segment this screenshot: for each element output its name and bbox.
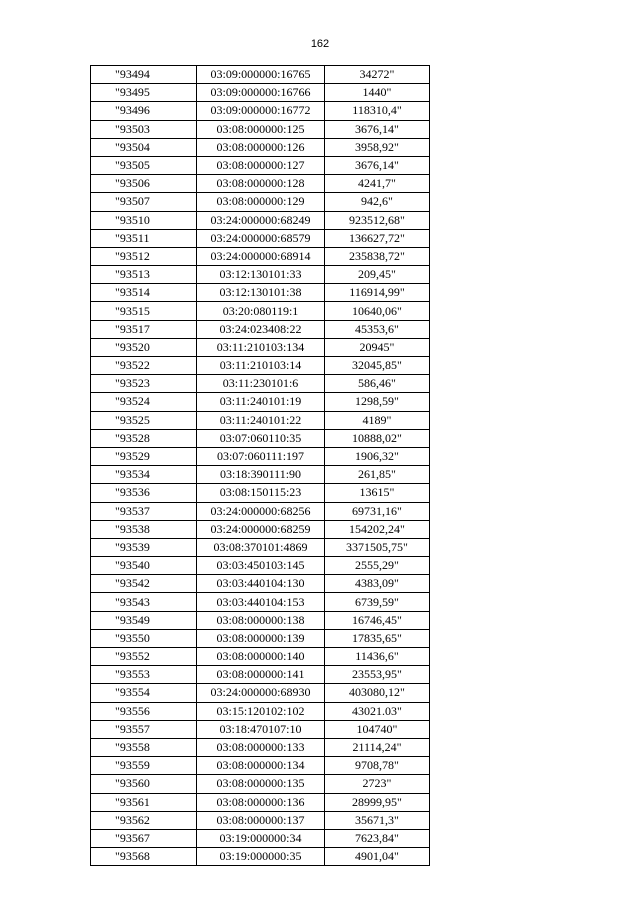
record-number-cell: "93562 — [91, 811, 197, 829]
data-table — [90, 65, 430, 866]
record-number-cell: "93505 — [91, 156, 197, 174]
cadastral-number-cell: 03:08:150115:23 — [197, 484, 325, 502]
value-cell: 4241,7" — [325, 175, 430, 193]
record-number-cell: "93517 — [91, 320, 197, 338]
value-cell: 43021.03" — [325, 702, 430, 720]
cadastral-number-cell: 03:18:470107:10 — [197, 720, 325, 738]
table-row — [91, 593, 430, 611]
table-row — [91, 648, 430, 666]
cadastral-number-cell: 03:08:000000:137 — [197, 811, 325, 829]
table-row — [91, 66, 430, 84]
table-row — [91, 193, 430, 211]
value-cell: 2555,29" — [325, 557, 430, 575]
cadastral-number-cell: 03:11:210103:14 — [197, 357, 325, 375]
table-row — [91, 247, 430, 265]
value-cell: 4383,09" — [325, 575, 430, 593]
cadastral-number-cell: 03:11:240101:22 — [197, 411, 325, 429]
record-number-cell: "93513 — [91, 266, 197, 284]
value-cell: 2723" — [325, 775, 430, 793]
cadastral-number-cell: 03:18:390111:90 — [197, 466, 325, 484]
table-row — [91, 557, 430, 575]
value-cell: 3371505,75" — [325, 538, 430, 556]
table-row — [91, 393, 430, 411]
table-row — [91, 538, 430, 556]
table-row — [91, 611, 430, 629]
record-number-cell: "93496 — [91, 102, 197, 120]
record-number-cell: "93542 — [91, 575, 197, 593]
cadastral-number-cell: 03:11:240101:19 — [197, 393, 325, 411]
table-row — [91, 775, 430, 793]
record-number-cell: "93540 — [91, 557, 197, 575]
record-number-cell: "93553 — [91, 666, 197, 684]
table-row — [91, 411, 430, 429]
record-number-cell: "93538 — [91, 520, 197, 538]
table-row — [91, 102, 430, 120]
record-number-cell: "93556 — [91, 702, 197, 720]
record-number-cell: "93515 — [91, 302, 197, 320]
table-row — [91, 175, 430, 193]
record-number-cell: "93522 — [91, 357, 197, 375]
value-cell: 7623,84" — [325, 829, 430, 847]
table-row — [91, 120, 430, 138]
value-cell: 3676,14" — [325, 156, 430, 174]
value-cell: 3958,92" — [325, 138, 430, 156]
cadastral-number-cell: 03:11:230101:6 — [197, 375, 325, 393]
record-number-cell: "93558 — [91, 738, 197, 756]
table-row — [91, 466, 430, 484]
cadastral-number-cell: 03:08:000000:133 — [197, 738, 325, 756]
value-cell: 118310,4" — [325, 102, 430, 120]
cadastral-number-cell: 03:08:000000:125 — [197, 120, 325, 138]
record-number-cell: "93568 — [91, 848, 197, 866]
record-number-cell: "93557 — [91, 720, 197, 738]
cadastral-number-cell: 03:15:120102:102 — [197, 702, 325, 720]
table-row — [91, 848, 430, 866]
table-row — [91, 302, 430, 320]
value-cell: 1906,32" — [325, 447, 430, 465]
page-number: 162 — [310, 38, 330, 50]
table-row — [91, 793, 430, 811]
cadastral-number-cell: 03:07:060111:197 — [197, 447, 325, 465]
cadastral-number-cell: 03:08:000000:129 — [197, 193, 325, 211]
value-cell: 16746,45" — [325, 611, 430, 629]
table-row — [91, 702, 430, 720]
table-row — [91, 502, 430, 520]
table-row — [91, 811, 430, 829]
cadastral-number-cell: 03:08:000000:140 — [197, 648, 325, 666]
cadastral-number-cell: 03:24:023408:22 — [197, 320, 325, 338]
record-number-cell: "93539 — [91, 538, 197, 556]
cadastral-number-cell: 03:09:000000:16772 — [197, 102, 325, 120]
cadastral-number-cell: 03:24:000000:68256 — [197, 502, 325, 520]
cadastral-number-cell: 03:24:000000:68249 — [197, 211, 325, 229]
value-cell: 923512,68" — [325, 211, 430, 229]
cadastral-number-cell: 03:08:000000:134 — [197, 757, 325, 775]
table-row — [91, 447, 430, 465]
cadastral-number-cell: 03:03:440104:153 — [197, 593, 325, 611]
table-body — [91, 66, 430, 866]
cadastral-number-cell: 03:24:000000:68259 — [197, 520, 325, 538]
cadastral-number-cell: 03:12:130101:38 — [197, 284, 325, 302]
value-cell: 3676,14" — [325, 120, 430, 138]
cadastral-number-cell: 03:24:000000:68930 — [197, 684, 325, 702]
record-number-cell: "93504 — [91, 138, 197, 156]
value-cell: 261,85" — [325, 466, 430, 484]
value-cell: 1440" — [325, 84, 430, 102]
cadastral-number-cell: 03:24:000000:68579 — [197, 229, 325, 247]
cadastral-number-cell: 03:08:000000:141 — [197, 666, 325, 684]
cadastral-number-cell: 03:20:080119:1 — [197, 302, 325, 320]
value-cell: 235838,72" — [325, 247, 430, 265]
record-number-cell: "93528 — [91, 429, 197, 447]
table-row — [91, 375, 430, 393]
cadastral-number-cell: 03:08:000000:136 — [197, 793, 325, 811]
cadastral-number-cell: 03:09:000000:16765 — [197, 66, 325, 84]
value-cell: 6739,59" — [325, 593, 430, 611]
table-row — [91, 575, 430, 593]
value-cell: 17835,65" — [325, 629, 430, 647]
record-number-cell: "93506 — [91, 175, 197, 193]
cadastral-number-cell: 03:12:130101:33 — [197, 266, 325, 284]
record-number-cell: "93549 — [91, 611, 197, 629]
record-number-cell: "93536 — [91, 484, 197, 502]
value-cell: 69731,16" — [325, 502, 430, 520]
table-row — [91, 484, 430, 502]
value-cell: 9708,78" — [325, 757, 430, 775]
table-row — [91, 284, 430, 302]
table-row — [91, 720, 430, 738]
table-row — [91, 757, 430, 775]
table-row — [91, 229, 430, 247]
record-number-cell: "93560 — [91, 775, 197, 793]
value-cell: 10640,06" — [325, 302, 430, 320]
value-cell: 32045,85" — [325, 357, 430, 375]
value-cell: 586,46" — [325, 375, 430, 393]
record-number-cell: "93503 — [91, 120, 197, 138]
value-cell: 104740" — [325, 720, 430, 738]
record-number-cell: "93494 — [91, 66, 197, 84]
table-row — [91, 320, 430, 338]
table-row — [91, 666, 430, 684]
table-row — [91, 211, 430, 229]
table-row — [91, 84, 430, 102]
value-cell: 28999,95" — [325, 793, 430, 811]
cadastral-number-cell: 03:19:000000:35 — [197, 848, 325, 866]
cadastral-number-cell: 03:03:450103:145 — [197, 557, 325, 575]
record-number-cell: "93550 — [91, 629, 197, 647]
value-cell: 23553,95" — [325, 666, 430, 684]
cadastral-number-cell: 03:11:210103:134 — [197, 338, 325, 356]
record-number-cell: "93495 — [91, 84, 197, 102]
table-row — [91, 429, 430, 447]
record-number-cell: "93510 — [91, 211, 197, 229]
table-row — [91, 156, 430, 174]
cadastral-number-cell: 03:09:000000:16766 — [197, 84, 325, 102]
record-number-cell: "93543 — [91, 593, 197, 611]
value-cell: 116914,99" — [325, 284, 430, 302]
cadastral-number-cell: 03:03:440104:130 — [197, 575, 325, 593]
record-number-cell: "93537 — [91, 502, 197, 520]
record-number-cell: "93554 — [91, 684, 197, 702]
table-row — [91, 520, 430, 538]
cadastral-number-cell: 03:08:000000:127 — [197, 156, 325, 174]
record-number-cell: "93561 — [91, 793, 197, 811]
table-row — [91, 266, 430, 284]
cadastral-number-cell: 03:24:000000:68914 — [197, 247, 325, 265]
table-row — [91, 357, 430, 375]
cadastral-number-cell: 03:08:000000:135 — [197, 775, 325, 793]
cadastral-number-cell: 03:08:000000:128 — [197, 175, 325, 193]
record-number-cell: "93529 — [91, 447, 197, 465]
cadastral-number-cell: 03:08:000000:138 — [197, 611, 325, 629]
value-cell: 13615" — [325, 484, 430, 502]
value-cell: 4189" — [325, 411, 430, 429]
cadastral-number-cell: 03:08:000000:139 — [197, 629, 325, 647]
record-number-cell: "93507 — [91, 193, 197, 211]
value-cell: 1298,59" — [325, 393, 430, 411]
value-cell: 34272" — [325, 66, 430, 84]
value-cell: 35671,3" — [325, 811, 430, 829]
record-number-cell: "93525 — [91, 411, 197, 429]
value-cell: 21114,24" — [325, 738, 430, 756]
value-cell: 209,45" — [325, 266, 430, 284]
record-number-cell: "93514 — [91, 284, 197, 302]
value-cell: 20945" — [325, 338, 430, 356]
value-cell: 45353,6" — [325, 320, 430, 338]
cadastral-number-cell: 03:08:370101:4869 — [197, 538, 325, 556]
record-number-cell: "93552 — [91, 648, 197, 666]
value-cell: 11436,6" — [325, 648, 430, 666]
value-cell: 4901,04" — [325, 848, 430, 866]
table-row — [91, 684, 430, 702]
table-row — [91, 338, 430, 356]
value-cell: 942,6" — [325, 193, 430, 211]
value-cell: 154202,24" — [325, 520, 430, 538]
record-number-cell: "93523 — [91, 375, 197, 393]
value-cell: 136627,72" — [325, 229, 430, 247]
table-row — [91, 738, 430, 756]
record-number-cell: "93512 — [91, 247, 197, 265]
record-number-cell: "93559 — [91, 757, 197, 775]
record-number-cell: "93524 — [91, 393, 197, 411]
value-cell: 403080,12" — [325, 684, 430, 702]
record-number-cell: "93567 — [91, 829, 197, 847]
record-number-cell: "93511 — [91, 229, 197, 247]
cadastral-number-cell: 03:08:000000:126 — [197, 138, 325, 156]
record-number-cell: "93520 — [91, 338, 197, 356]
cadastral-number-cell: 03:07:060110:35 — [197, 429, 325, 447]
table-row — [91, 138, 430, 156]
table-row — [91, 629, 430, 647]
cadastral-number-cell: 03:19:000000:34 — [197, 829, 325, 847]
record-number-cell: "93534 — [91, 466, 197, 484]
value-cell: 10888,02" — [325, 429, 430, 447]
table-row — [91, 829, 430, 847]
